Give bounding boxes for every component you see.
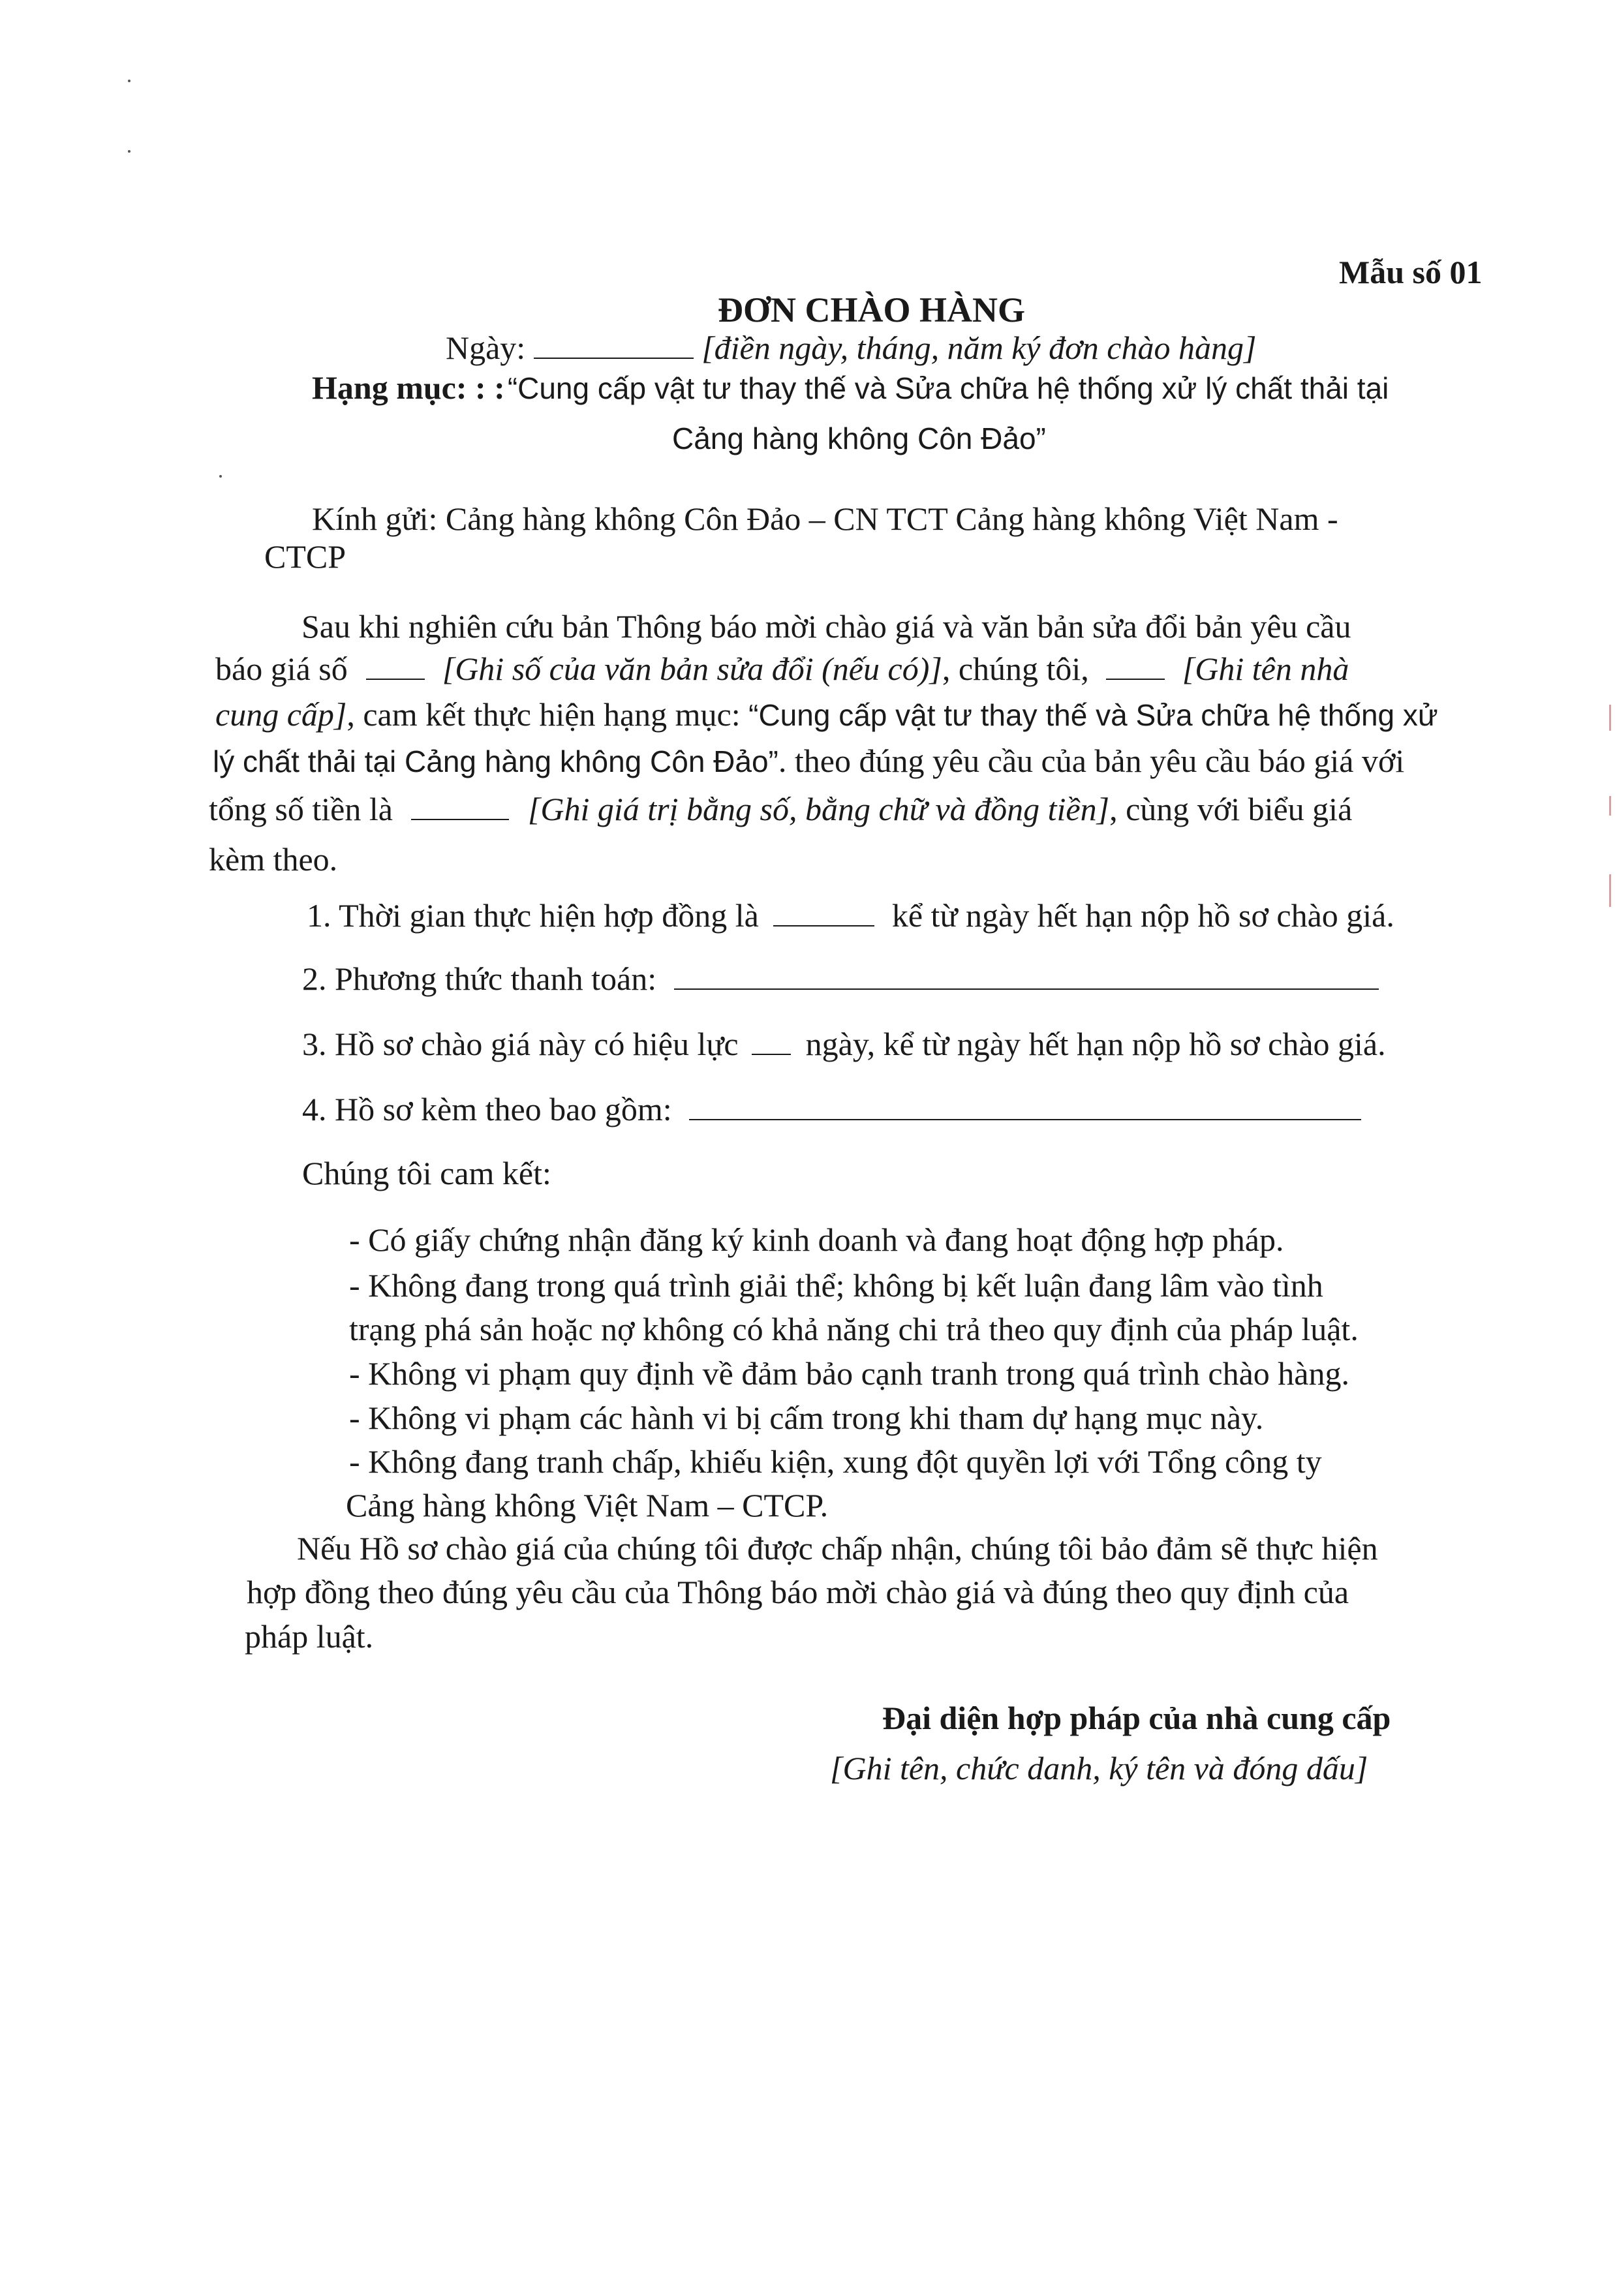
supplier-hint: [Ghi tên nhà (1182, 651, 1349, 687)
payment-blank (674, 988, 1379, 990)
commitment-5b: Cảng hàng không Việt Nam – CTCP. (346, 1487, 829, 1523)
commitment-4: - Không vi phạm các hành vi bị cấm trong khi tham dự hạng mục này. (349, 1400, 1264, 1436)
scan-speck (128, 80, 131, 82)
closing-line-3: pháp luật. (245, 1618, 374, 1655)
date-hint: [điền ngày, tháng, năm ký đơn chào hàng] (701, 329, 1257, 366)
category-text-1: “Cung cấp vật tư thay thế và Sửa chữa hệ thống xử lý chất thải tại (507, 371, 1389, 405)
item-4 (302, 1093, 1361, 1125)
project-name-end: lý chất thải tại Cảng hàng không Côn Đảo” (213, 744, 778, 778)
scan-speck (128, 150, 131, 153)
intro-text: báo giá số (215, 651, 348, 687)
amount-blank (411, 819, 509, 820)
date-label: Ngày: (446, 329, 526, 366)
commitment-1: - Có giấy chứng nhận đăng ký kinh doanh và đang hoạt động hợp pháp. (349, 1221, 1284, 1258)
project-name: “Cung cấp vật tư thay thế và Sửa chữa hệ thống xử (748, 698, 1438, 732)
commitment-2a: - Không đang trong quá trình giải thể; không bị kết luận đang lâm vào tình (349, 1267, 1323, 1304)
commitment-2b: trạng phá sản hoặc nợ không có khả năng chi trả theo quy định của pháp luật. (349, 1311, 1359, 1347)
page-title: ĐƠN CHÀO HÀNG (718, 290, 1025, 329)
attachments-blank (689, 1119, 1361, 1120)
item-1 (307, 899, 1394, 932)
doc-number-blank (366, 679, 425, 680)
scan-edge-mark (1609, 705, 1611, 731)
amount-hint: [Ghi giá trị bằng số, bằng chữ và đồng tiền] (527, 791, 1110, 827)
item-3-suffix: ngày, kể từ ngày hết hạn nộp hồ sơ chào giá. (805, 1026, 1386, 1062)
doc-number-hint: [Ghi số của văn bản sửa đổi (nếu có)] (442, 651, 942, 687)
intro-line-2 (215, 652, 1349, 685)
category-line (312, 371, 1389, 406)
item-3-label: 3. Hồ sơ chào giá này có hiệu lực (302, 1026, 739, 1062)
scan-edge-mark (1609, 796, 1611, 816)
supplier-blank (1106, 679, 1165, 680)
item-1-label: 1. Thời gian thực hiện hợp đồng là (307, 897, 759, 934)
signature-hint: [Ghi tên, chức danh, ký tên và đóng dấu] (830, 1750, 1368, 1786)
intro-text: , cùng với biểu giá (1109, 791, 1353, 827)
validity-blank (752, 1054, 791, 1055)
item-4-label: 4. Hồ sơ kèm theo bao gồm: (302, 1091, 672, 1127)
duration-blank (773, 925, 874, 926)
date-line (446, 331, 1256, 364)
intro-line-5 (209, 793, 1352, 825)
intro-text: tổng số tiền là (209, 791, 393, 827)
item-2-label: 2. Phương thức thanh toán: (302, 960, 657, 997)
scan-speck (219, 475, 222, 478)
intro-line-6: kèm theo. (209, 841, 338, 878)
closing-line-2: hợp đồng theo đúng yêu cầu của Thông báo mời chào giá và đúng theo quy định của (247, 1574, 1349, 1610)
recipient-line-1: Kính gửi: Cảng hàng không Côn Đảo – CN TCT Cảng hàng không Việt Nam - (312, 500, 1338, 537)
intro-text: , chúng tôi, (942, 651, 1089, 687)
signature-title: Đại diện hợp pháp của nhà cung cấp (882, 1700, 1391, 1736)
form-number: Mẫu số 01 (1339, 254, 1483, 290)
supplier-hint-end: cung cấp] (215, 696, 347, 733)
commitment-3: - Không vi phạm quy định về đảm bảo cạnh tranh trong quá trình chào hàng. (349, 1355, 1349, 1392)
intro-line-1: Sau khi nghiên cứu bản Thông báo mời chào giá và văn bản sửa đổi bản yêu cầu (301, 608, 1351, 645)
item-2 (302, 962, 1379, 995)
intro-text: . theo đúng yêu cầu của bản yêu cầu báo giá với (778, 742, 1405, 779)
intro-line-3 (215, 698, 1438, 731)
item-1-suffix: kể từ ngày hết hạn nộp hồ sơ chào giá. (891, 897, 1394, 934)
scan-edge-mark (1609, 874, 1611, 907)
commitment-5a: - Không đang tranh chấp, khiếu kiện, xung đột quyền lợi với Tổng công ty (349, 1443, 1322, 1480)
closing-line-1: Nếu Hồ sơ chào giá của chúng tôi được chấp nhận, chúng tôi bảo đảm sẽ thực hiện (297, 1530, 1378, 1567)
intro-line-4 (213, 744, 1404, 779)
intro-text: , cam kết thực hiện hạng mục: (346, 696, 741, 733)
commit-heading: Chúng tôi cam kết: (302, 1155, 551, 1191)
category-text-2: Cảng hàng không Côn Đảo” (672, 421, 1046, 455)
recipient-line-2: CTCP (264, 538, 346, 575)
item-3 (302, 1028, 1386, 1060)
category-label: Hạng mục: : : (312, 369, 505, 406)
date-blank (534, 358, 694, 359)
